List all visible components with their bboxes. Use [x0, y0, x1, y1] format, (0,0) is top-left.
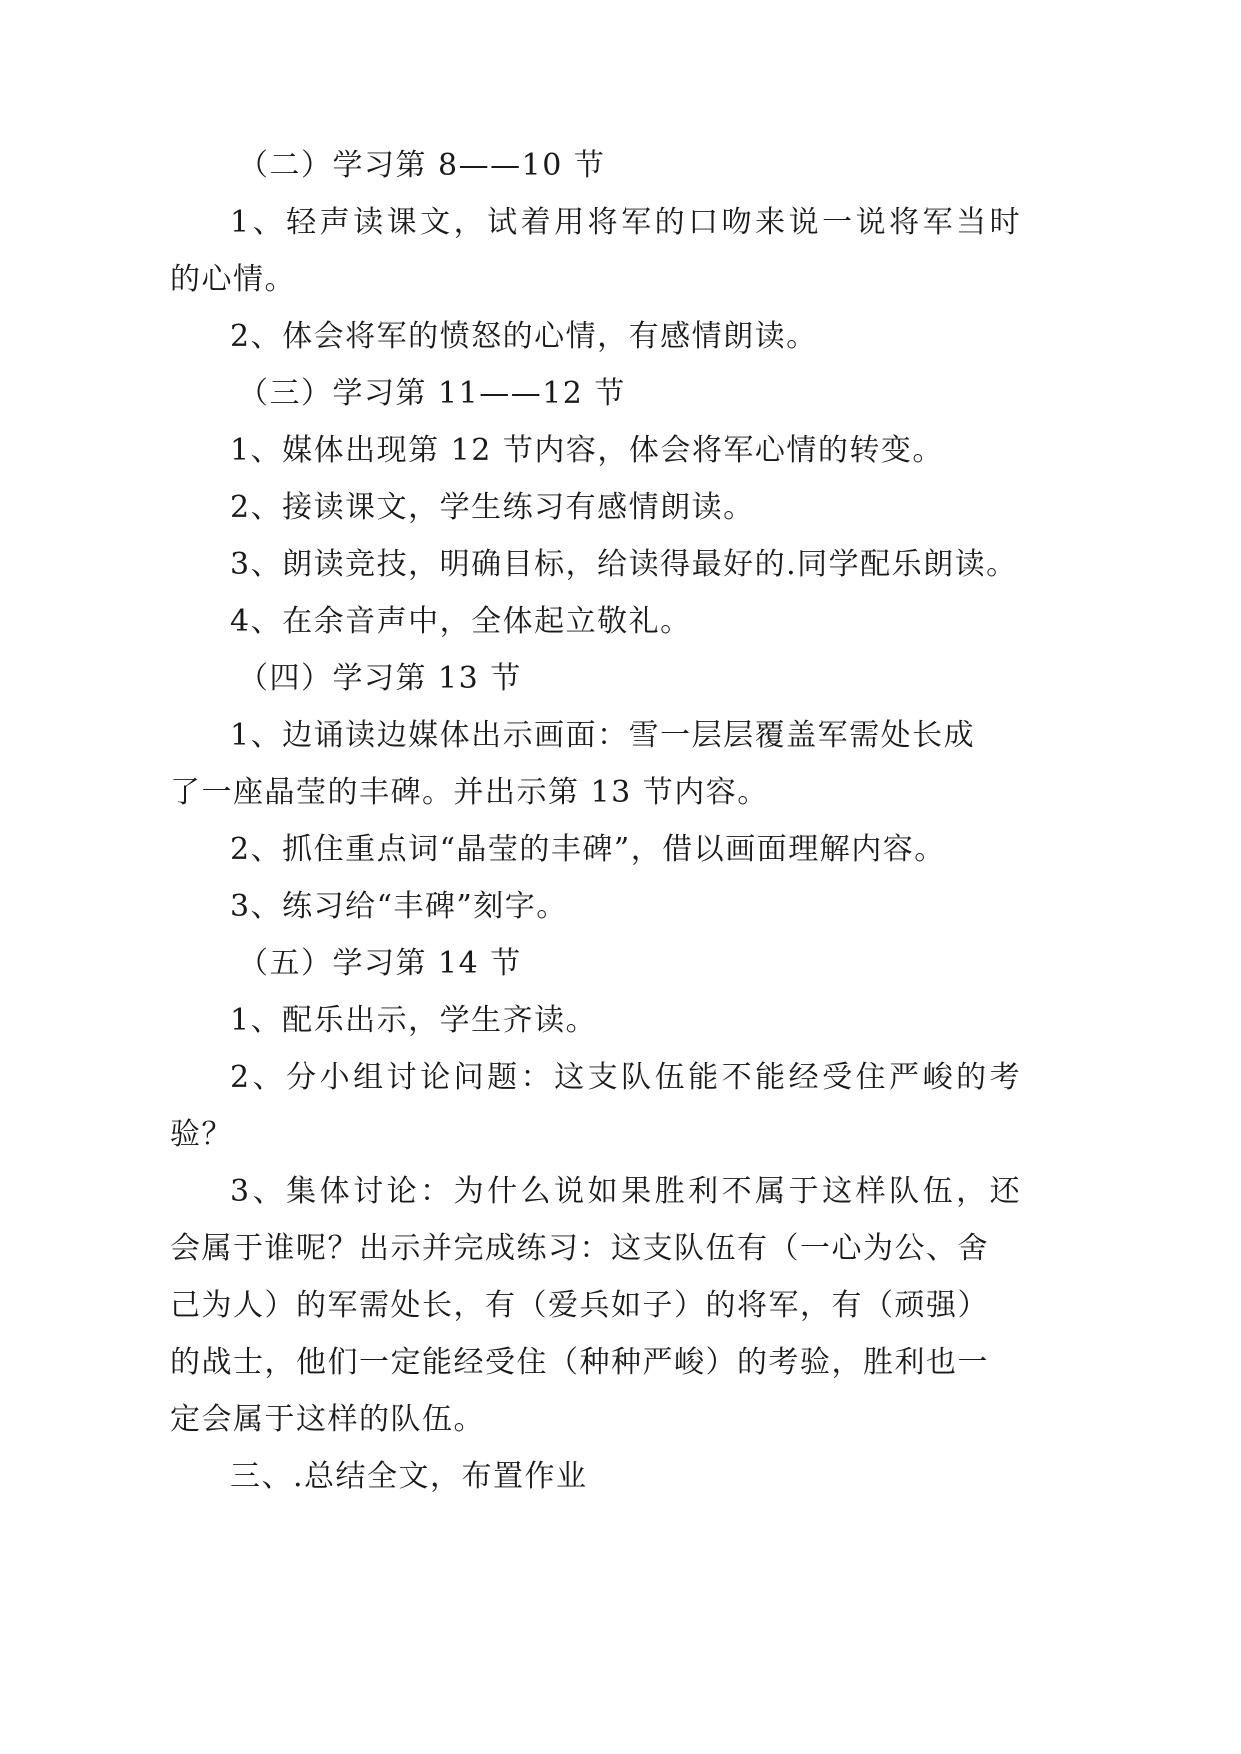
paragraph-line: 2、体会将军的愤怒的心情，有感情朗读。 [230, 319, 818, 354]
paragraph-line: 己为人）的军需处长，有（爱兵如子）的将军，有（顽强） [170, 1288, 989, 1323]
paragraph-line: 了一座晶莹的丰碑。并出示第 13 节内容。 [170, 775, 769, 810]
paragraph-line: 定会属于这样的队伍。 [170, 1402, 485, 1437]
paragraph-line: 3、集体讨论：为什么说如果胜利不属于这样队伍，还 [230, 1174, 1024, 1209]
paragraph-line: 验？ [170, 1117, 233, 1152]
paragraph-line: 会属于谁呢？出示并完成练习：这支队伍有（一心为公、舍 [170, 1231, 989, 1266]
paragraph-line: 3、练习给“丰碑”刻字。 [230, 889, 568, 924]
paragraph-line: 的战士，他们一定能经受住（种种严峻）的考验，胜利也一 [170, 1345, 989, 1380]
section-heading: （五）学习第 14 节 [238, 946, 522, 981]
paragraph-line: 2、抓住重点词“晶莹的丰碑”，借以画面理解内容。 [230, 832, 946, 867]
paragraph-line: 1、边诵读边媒体出示画面：雪一层层覆盖军需处长成 [230, 718, 976, 753]
paragraph-line: 2、分小组讨论问题：这支队伍能不能经受住严峻的考 [230, 1060, 1024, 1095]
paragraph-line: 3、朗读竞技，明确目标，给读得最好的.同学配乐朗读。 [230, 547, 1018, 582]
paragraph-line: 1、轻声读课文，试着用将军的口吻来说一说将军当时 [230, 205, 1024, 240]
paragraph-line: 1、媒体出现第 12 节内容，体会将军心情的转变。 [230, 433, 944, 468]
paragraph-line: 2、接读课文，学生练习有感情朗读。 [230, 490, 755, 525]
section-heading: （二）学习第 8——10 节 [238, 148, 606, 183]
section-heading: （四）学习第 13 节 [238, 661, 522, 696]
section-heading: （三）学习第 11——12 节 [238, 376, 626, 411]
paragraph-line: 1、配乐出示，学生齐读。 [230, 1003, 598, 1038]
paragraph-line: 4、在余音声中，全体起立敬礼。 [230, 604, 692, 639]
paragraph-line: 的心情。 [170, 262, 296, 297]
section-heading: 三、.总结全文，布置作业 [230, 1459, 588, 1494]
